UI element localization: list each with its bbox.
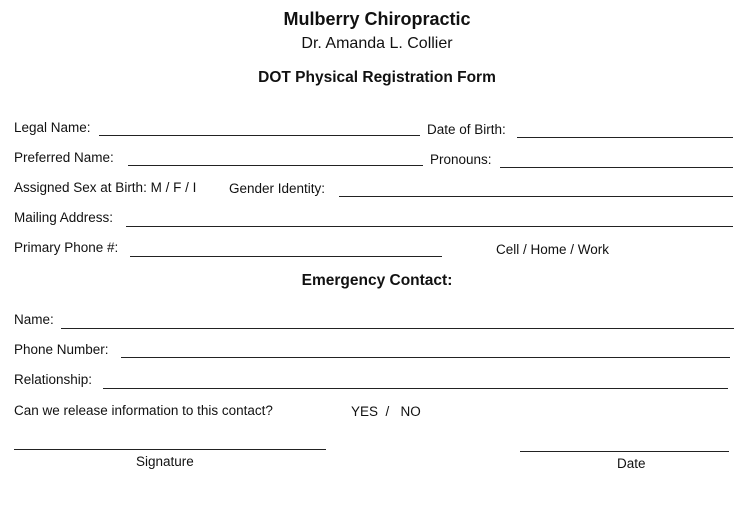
relationship-label: Relationship: [14,372,93,387]
phone-type-options[interactable]: Cell / Home / Work [496,242,610,257]
emergency-name-label: Name: [14,312,54,327]
gender-identity-label: Gender Identity: [229,181,326,196]
preferred-name-label: Preferred Name: [14,150,114,165]
assigned-sex-label: Assigned Sex at Birth: M / F / I [14,180,197,195]
pronouns-field[interactable] [500,167,733,168]
dob-field[interactable] [517,137,733,138]
pronouns-label: Pronouns: [430,152,492,167]
date-line[interactable] [520,451,729,452]
emergency-contact-heading: Emergency Contact: [301,272,453,289]
legal-name-label: Legal Name: [14,120,91,135]
preferred-name-field[interactable] [128,165,423,166]
emergency-phone-label: Phone Number: [14,342,109,357]
signature-line[interactable] [14,449,326,450]
release-question: Can we release information to this contact? [14,403,273,418]
form-title: DOT Physical Registration Form [258,69,496,86]
legal-name-field[interactable] [99,135,420,136]
emergency-name-field[interactable] [61,328,734,329]
emergency-phone-field[interactable] [121,357,730,358]
release-options[interactable]: YES / NO [351,404,421,419]
primary-phone-field[interactable] [130,256,442,257]
gender-identity-field[interactable] [339,196,733,197]
signature-label: Signature [136,454,194,469]
mailing-address-field[interactable] [126,226,733,227]
practice-name: Mulberry Chiropractic [283,9,471,29]
date-label: Date [617,456,646,471]
dob-label: Date of Birth: [427,122,506,137]
doctor-name: Dr. Amanda L. Collier [301,35,453,52]
mailing-address-label: Mailing Address: [14,210,114,225]
primary-phone-label: Primary Phone #: [14,240,119,255]
relationship-field[interactable] [103,388,728,389]
